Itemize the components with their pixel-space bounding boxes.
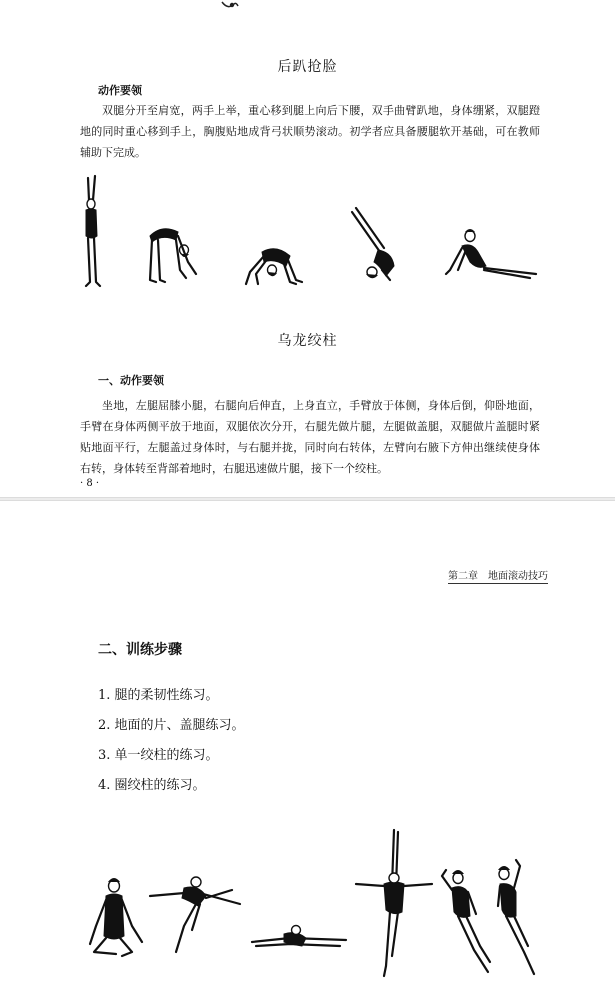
figure-pose-vertical-split bbox=[356, 830, 432, 976]
figure-pose-turning bbox=[442, 870, 490, 972]
figure-pose-lying-split bbox=[252, 926, 346, 947]
training-steps-list bbox=[98, 681, 245, 801]
subheading-action-essentials: 动作要领 bbox=[98, 84, 142, 97]
section-title-training-steps: 二、训练步骤 bbox=[98, 642, 182, 658]
figure-pose-turning-2 bbox=[498, 860, 534, 974]
figure-pose-seated bbox=[90, 878, 142, 956]
page-title: 后趴抢脸 bbox=[277, 59, 338, 75]
running-header: 第二章 地面滚动技巧 bbox=[448, 567, 548, 584]
page-bottom bbox=[0, 501, 615, 997]
figure-pose-backbend bbox=[150, 229, 196, 282]
figure-strip-back-roll bbox=[0, 170, 615, 292]
page-number: · 8 · bbox=[80, 478, 100, 489]
figure-strip-wulong bbox=[0, 826, 615, 986]
list-item: 1. 腿的柔韧性练习。 bbox=[98, 688, 219, 703]
paragraph-wulong: 坐地，左腿屈膝小腿，右腿向后伸直，上身直立，手臂放于体侧，身体后倒，仰卧地面，手臂在身体两侧平放于地面，双腿依次分开，右腿先做片腿，左腿做盖腿，双腿做片盖腿时紧贴地面平行，左腿盖过身体时，与右腿并拢，同时向右转体，左臂向右腋下方伸出继续使身体右转，身体转至背部着地时，右腿迅速做片腿，接下一个绞柱。 bbox=[80, 399, 540, 475]
list-item: 4. 圈绞柱的练习。 bbox=[98, 778, 206, 793]
figure-pose-prone-finish bbox=[446, 229, 536, 278]
list-item: 3. 单一绞柱的练习。 bbox=[98, 748, 219, 763]
figure-pose-legs-over bbox=[352, 208, 394, 280]
page-ornament-icon bbox=[220, 0, 240, 12]
figure-pose-chest-roll bbox=[246, 249, 302, 284]
figure-pose-split-air bbox=[150, 877, 240, 952]
section-title-wulong: 乌龙绞柱 bbox=[277, 333, 338, 349]
page-top bbox=[0, 0, 615, 497]
figure-pose-standing bbox=[86, 176, 100, 286]
subheading-action-essentials-2: 一、动作要领 bbox=[98, 374, 164, 387]
list-item: 2. 地面的片、盖腿练习。 bbox=[98, 718, 245, 733]
paragraph-back-roll: 双腿分开至肩宽，两手上举，重心移到腿上向后下腰，双手曲臂趴地，身体绷紧，双腿蹬地的同时重心移到手上，胸腹贴地成背弓状顺势滚动。初学者应具备腰腿软开基础，可在教师辅助下完成。 bbox=[80, 104, 540, 159]
